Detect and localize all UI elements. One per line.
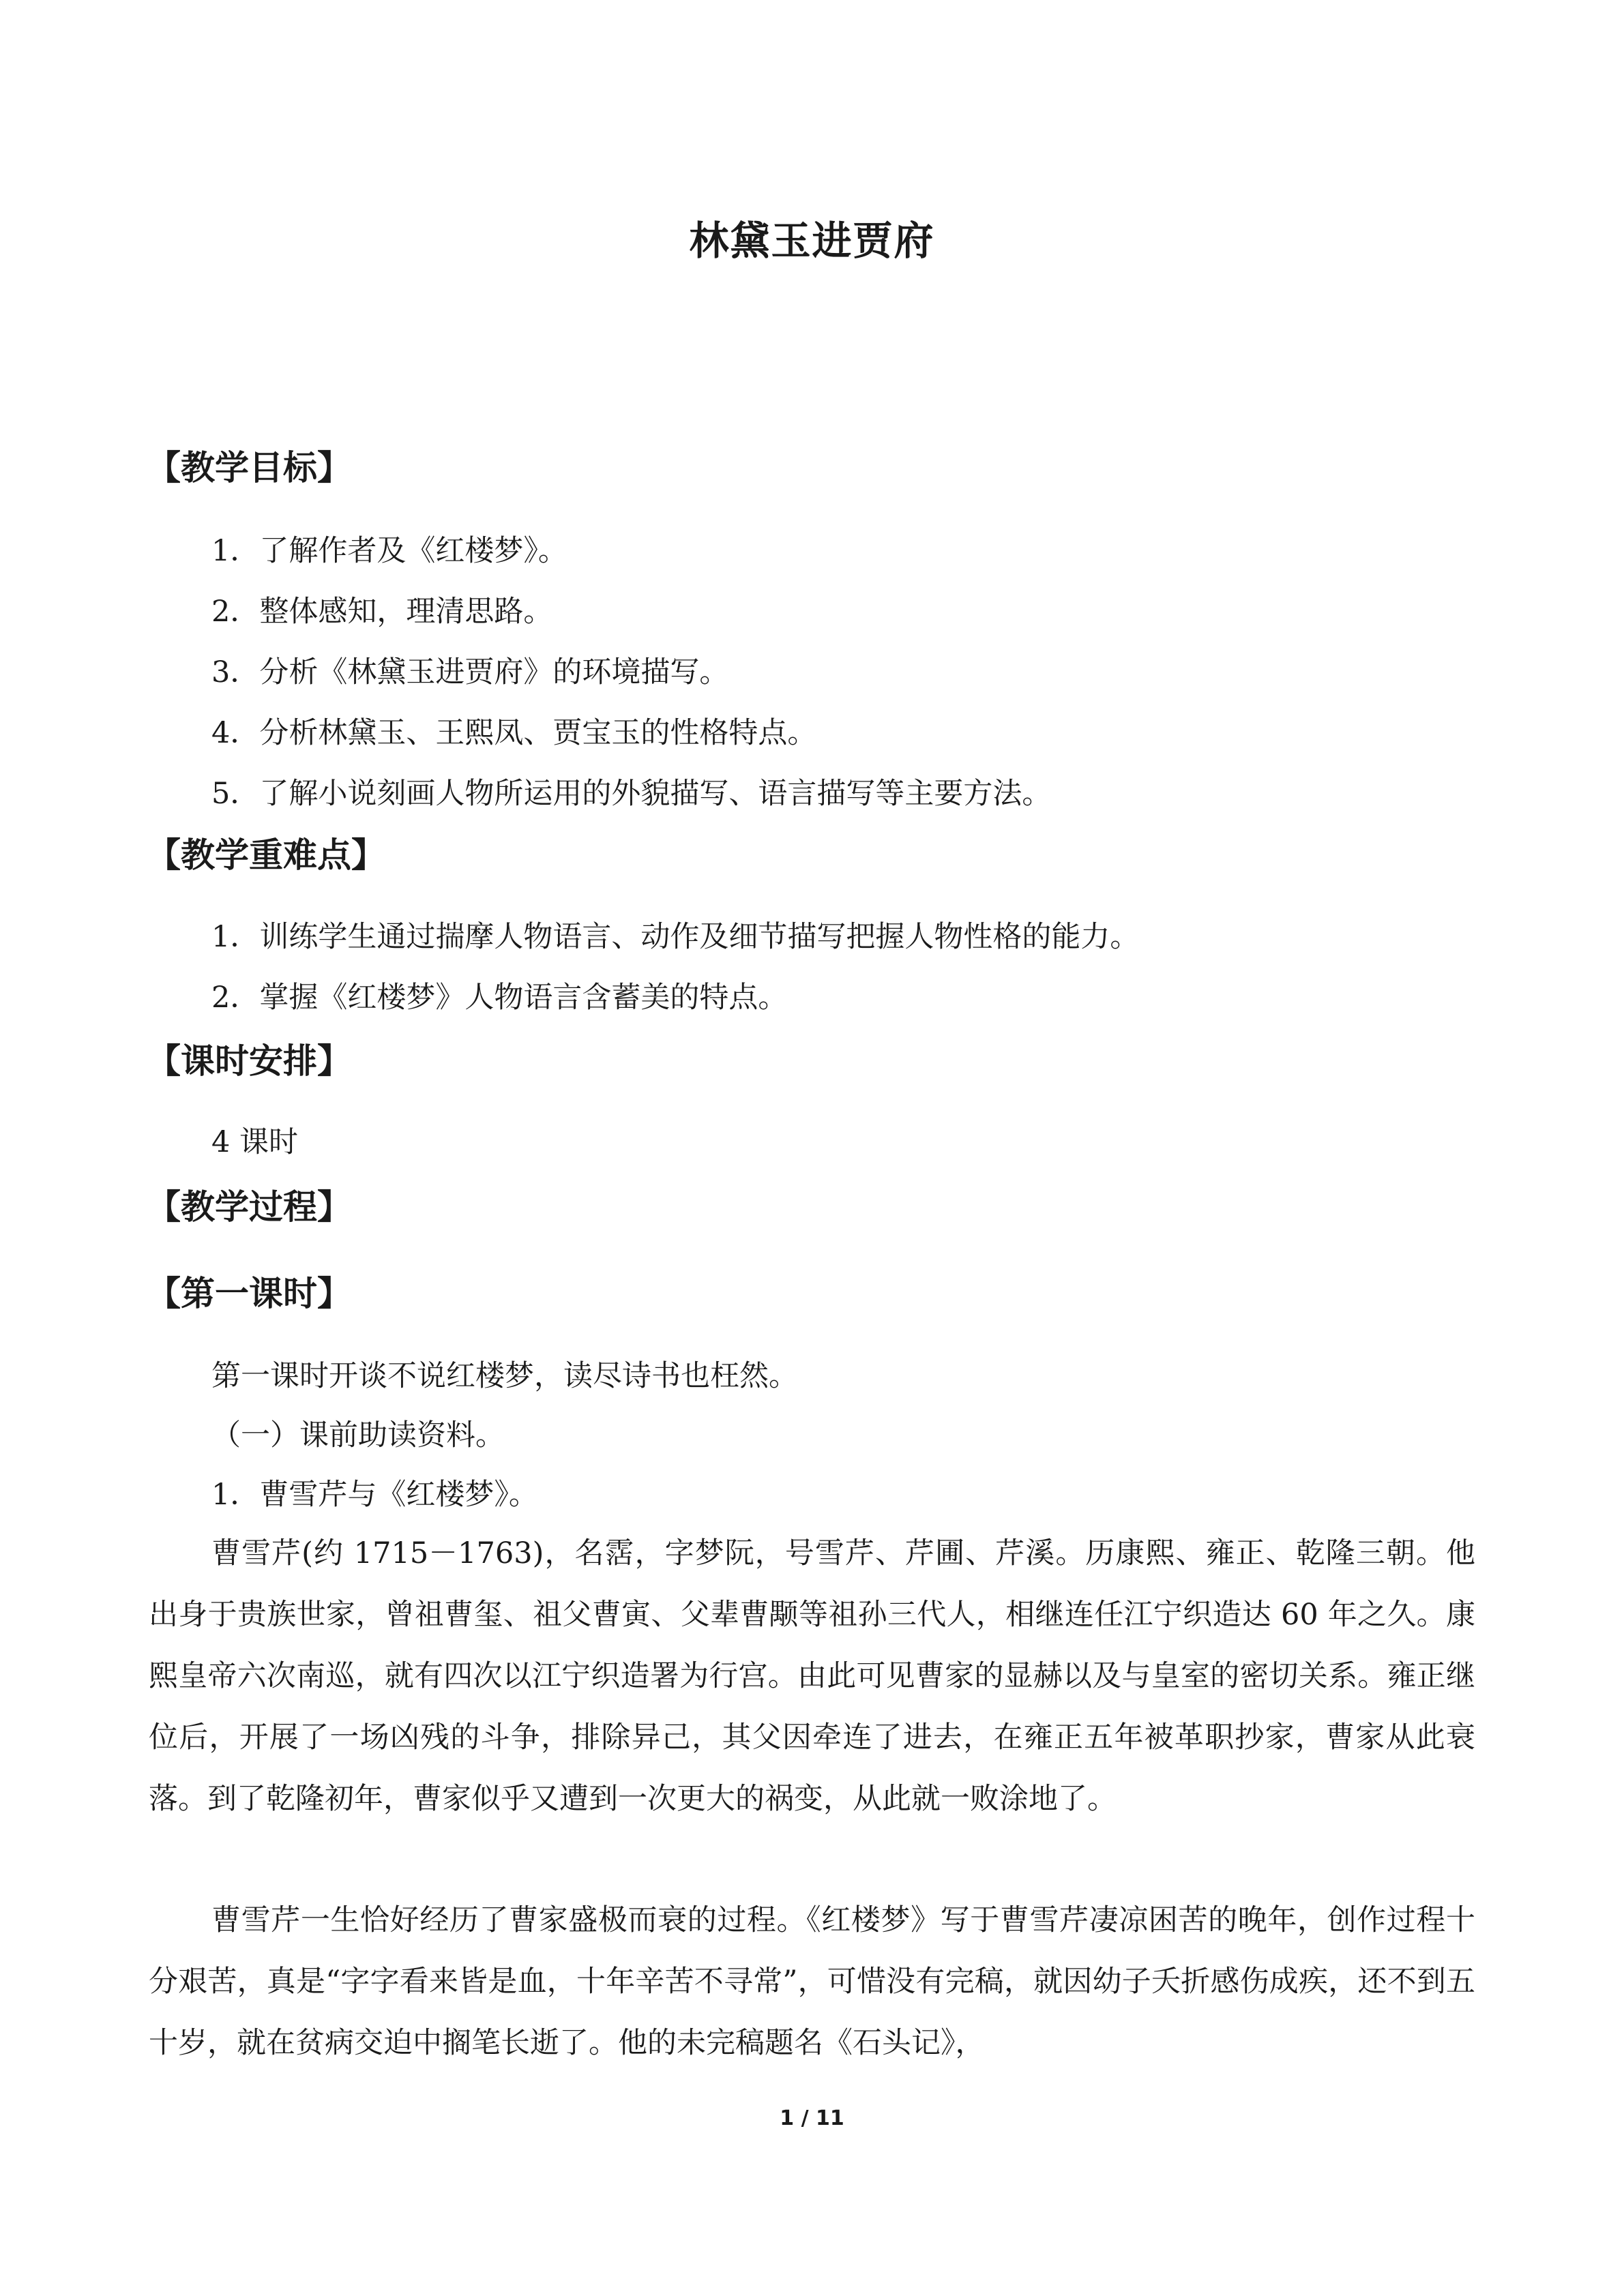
objective-item-1: 1．了解作者及《红楼梦》。	[211, 534, 567, 568]
lesson-1-topic: 1．曹雪芹与《红楼梦》。	[211, 1478, 538, 1512]
key-point-item-1: 1．训练学生通过揣摩人物语言、动作及细节描写把握人物性格的能力。	[211, 920, 1140, 954]
objective-item-5: 5．了解小说刻画人物所运用的外貌描写、语言描写等主要方法。	[211, 777, 1052, 811]
schedule-text: 4 课时	[211, 1125, 299, 1159]
lesson-1-intro-line: 第一课时开谈不说红楼梦，读尽诗书也枉然。	[211, 1359, 798, 1393]
paragraph-writing: 曹雪芹一生恰好经历了曹家盛极而衰的过程。《红楼梦》写于曹雪芹凄凉困苦的晚年，创作过程十分艰苦，真是“字字看来皆是血，十年辛苦不寻常”，可惜没有完稿，就因幼子夭折感伤成疾，还不到五十岁，就在贫病交迫中搁笔长逝了。他的未完稿题名《石头记》，	[149, 1903, 1475, 2060]
heading-schedule: 【课时安排】	[147, 1041, 351, 1081]
heading-lesson-1: 【第一课时】	[147, 1274, 351, 1313]
objective-item-2: 2．整体感知，理清思路。	[211, 595, 553, 629]
heading-key-points: 【教学重难点】	[147, 835, 385, 875]
key-point-item-2: 2．掌握《红楼梦》人物语言含蓄美的特点。	[211, 981, 788, 1015]
page-number: 1 / 11	[780, 2106, 844, 2130]
paragraph-biography: 曹雪芹(约 1715－1763)，名霑，字梦阮，号雪芹、芹圃、芹溪。历康熙、雍正、乾隆三朝。他出身于贵族世家，曾祖曹玺、祖父曹寅、父辈曹颙等祖孙三代人，相继连任江宁织造达 60 年之久。康熙皇帝六次南巡，就有四次以江宁织造署为行宫。由此可见曹家的显赫以及与皇室的密切关系。雍正继位后，开展了一场凶残的斗争，排除异己，其父因牵连了进去，在雍正五年被革职抄家，曹家从此衰落。到了乾隆初年，曹家似乎又遭到一次更大的祸变，从此就一败涂地了。	[149, 1536, 1475, 1816]
objective-item-4: 4．分析林黛玉、王熙凤、贾宝玉的性格特点。	[211, 716, 817, 750]
heading-process: 【教学过程】	[147, 1187, 351, 1227]
heading-objectives: 【教学目标】	[147, 448, 351, 488]
lesson-1-subheading: （一）课前助读资料。	[211, 1418, 505, 1452]
objective-item-3: 3．分析《林黛玉进贾府》的环境描写。	[211, 655, 729, 689]
page-title: 林黛玉进贾府	[689, 218, 935, 264]
